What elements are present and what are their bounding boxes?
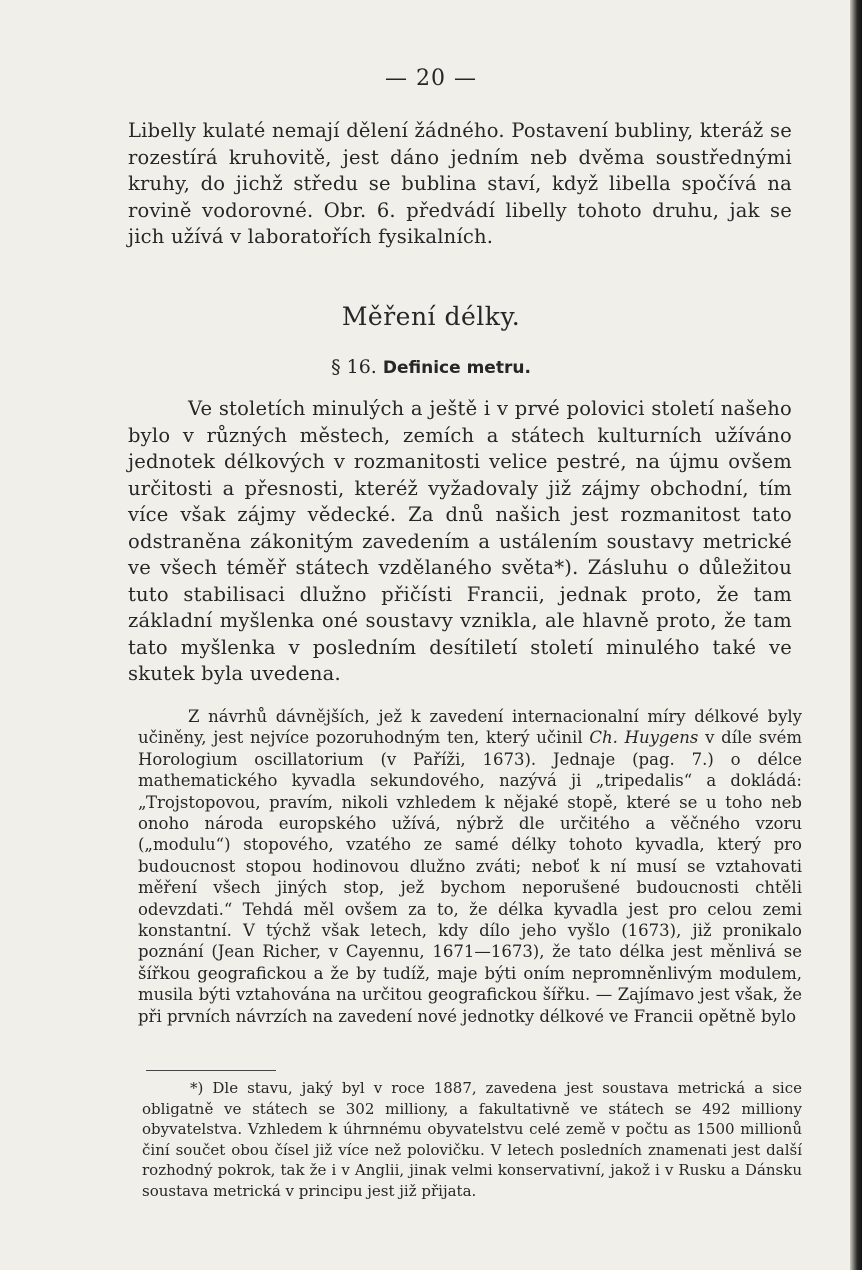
subsection-mark: § 16. bbox=[331, 356, 377, 378]
footnote: *) Dle stavu, jaký byl v roce 1887, zavedena jest soustava metrická a sice obligatně ve státech se 302 milliony, a fakultativně ve státech se 492 milliony obyvatelstva. Vzhledem k úhrnnému obyvatelstvu celé země v počtu as 1500 millionů činí součet obou čísel již více než polovičku. V letech posledních znamenati jest další rozhodný pokrok, tak že i v Anglii, jinak velmi konservativní, jakož i v Rusku a Dánsku soustava metrická v principu jest již přijata. bbox=[142, 1079, 802, 1200]
paragraph-libelly: Libelly kulaté nemají dělení žádného. Postavení bubliny, kteráž se rozestírá kruhovitě, jest dáno jedním neb dvěma soustřednými kruhy, do jichž středu se bublina staví, když libella spočívá na rovině vodorovné. Obr. 6. předvádí libelly tohoto druhu, jak se jich užívá v laboratořích fysikalních. bbox=[128, 119, 792, 248]
small-print-paragraph bbox=[138, 706, 802, 1027]
page-number: — 20 — bbox=[385, 66, 477, 91]
footnote-divider bbox=[146, 1070, 276, 1071]
book-spine-shadow bbox=[850, 0, 862, 1270]
small-print-part1: Z návrhů dávnějších, jež k zavedení internacionalní míry délkové byly učiněny, jest nejvíce pozoruhodným ten, který učinil bbox=[138, 707, 802, 748]
huygens-name: Ch. Huygens bbox=[589, 728, 699, 748]
paragraph-metric-history: Ve stoletích minulých a ještě i v prvé polovici století našeho bylo v různých městech, zemích a státech kulturních užíváno jednotek délkových v rozmanitosti velice pestré, na újmu ovšem určitosti a přesnosti, kteréž vyžadovaly již zájmy obchodní, tím více však zájmy vědecké. Za dnů našich jest rozmanitost tato odstraněna zákonitým zavedením a ustálením soustavy metrické ve všech téměř státech vzdělaného světa*). Zásluhu o důležitou tuto stabilisaci dlužno přičísti Francii, jednak proto, že tam základní myšlenka oné soustavy vznikla, ale hlavně proto, že tam tato myšlenka v posledním desítiletí století minulého také ve skutek byla uvedena. bbox=[128, 397, 792, 685]
subsection-title: Definice metru. bbox=[382, 358, 531, 378]
small-print-part2: v díle svém Horologium oscillatorium (v Paříži, 1673). Jednaje (pag. 7.) o délce mathematického kyvadla sekundového, nazývá ji „tripedalis“ a dokládá: „Trojstopovou, pravím, nikoli vzhledem k nějaké stopě, které se u toho neb onoho národa europského užívá, nýbrž dle určitého a věčného vzoru („modulu“) stopového, vzatého ze samé délky tohoto kyvadla, který pro budoucnost stopou hodinovou dlužno zváti; neboť k ní musí se vztahovati měření všech jiných stop, jež bychom neporušené budoucnosti chtěli odevzdati.“ Tehdá měl ovšem za to, že délka kyvadla jest pro celou zemi konstantní. V týchž však letech, kdy dílo jeho vyšlo (1673), již pronikalo poznání (Jean Richer, v Cayennu, 1671—1673), že tato délka jest měnlivá se šířkou geografickou a že by tudíž, maje býti oním nepromněnlivým modulem, musila býti vztahována na určitou geografickou šířku. — Zajímavo jest však, že při prvních návrzích na zavedení nové jednotky délkové ve Francii opětně bylo bbox=[138, 728, 803, 1026]
section-heading: Měření délky. bbox=[341, 302, 521, 331]
subsection-heading bbox=[0, 356, 862, 378]
